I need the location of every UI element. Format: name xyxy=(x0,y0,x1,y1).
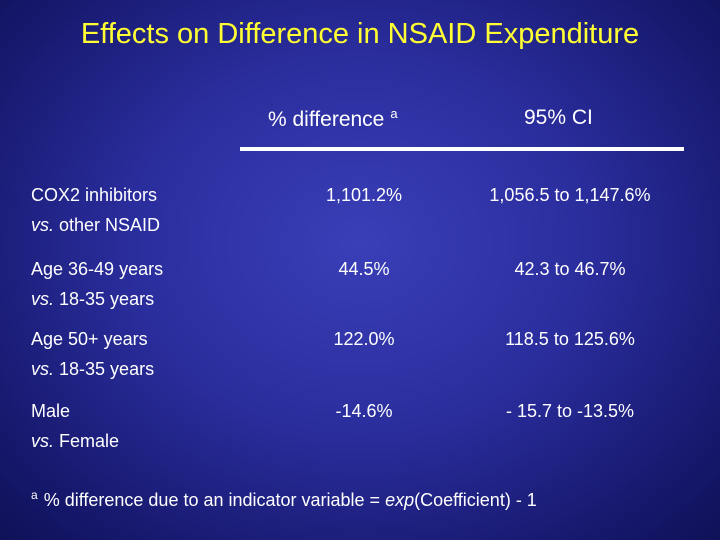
difference-value: 1,101.2% xyxy=(325,185,403,205)
row-label-line2 xyxy=(31,284,163,314)
ci-value: - 15.7 to -13.5% xyxy=(505,401,635,421)
row-label-line1: Male xyxy=(31,401,71,421)
ci-value: 118.5 to 125.6% xyxy=(505,329,635,349)
vs-text: vs. xyxy=(31,359,55,379)
footnote-emphasis: exp xyxy=(385,490,415,510)
footnote-marker: a xyxy=(31,488,38,502)
header-divider xyxy=(240,147,684,151)
difference-value: 44.5% xyxy=(338,259,390,279)
comparison-group: 18-35 years xyxy=(54,359,155,379)
slide-title: Effects on Difference in NSAID Expenditure xyxy=(80,18,640,50)
comparison-group: 18-35 years xyxy=(54,289,155,309)
row-label-line2 xyxy=(31,354,154,384)
row-label-line2 xyxy=(31,210,160,240)
difference-value: 122.0% xyxy=(333,329,395,349)
difference-value: -14.6% xyxy=(335,401,393,421)
row-label-cox2 xyxy=(31,180,160,240)
row-label-line1: Age 50+ years xyxy=(31,329,148,349)
comparison-group: Female xyxy=(54,431,120,451)
vs-text: vs. xyxy=(31,431,55,451)
ci-value: 1,056.5 to 1,147.6% xyxy=(489,185,651,205)
comparison-group: other NSAID xyxy=(54,215,161,235)
vs-text: vs. xyxy=(31,289,55,309)
vs-text: vs. xyxy=(31,215,55,235)
difference-header-label: % difference xyxy=(268,108,385,131)
row-label-age-36-49 xyxy=(31,254,163,314)
difference-column-header xyxy=(268,106,398,132)
footnote-text-before: % difference due to an indicator variable = xyxy=(43,490,386,510)
row-label-line2 xyxy=(31,426,119,456)
row-label-line1: Age 36-49 years xyxy=(31,259,164,279)
footnote-text-after: (Coefficient) - 1 xyxy=(414,490,537,510)
ci-column-header: 95% CI xyxy=(524,106,593,129)
ci-value: 42.3 to 46.7% xyxy=(514,259,626,279)
row-label-male xyxy=(31,396,119,456)
row-label-line1: COX2 inhibitors xyxy=(31,185,158,205)
footnote-marker: a xyxy=(390,106,398,121)
row-label-age-50-plus xyxy=(31,324,154,384)
footnote xyxy=(31,488,537,511)
